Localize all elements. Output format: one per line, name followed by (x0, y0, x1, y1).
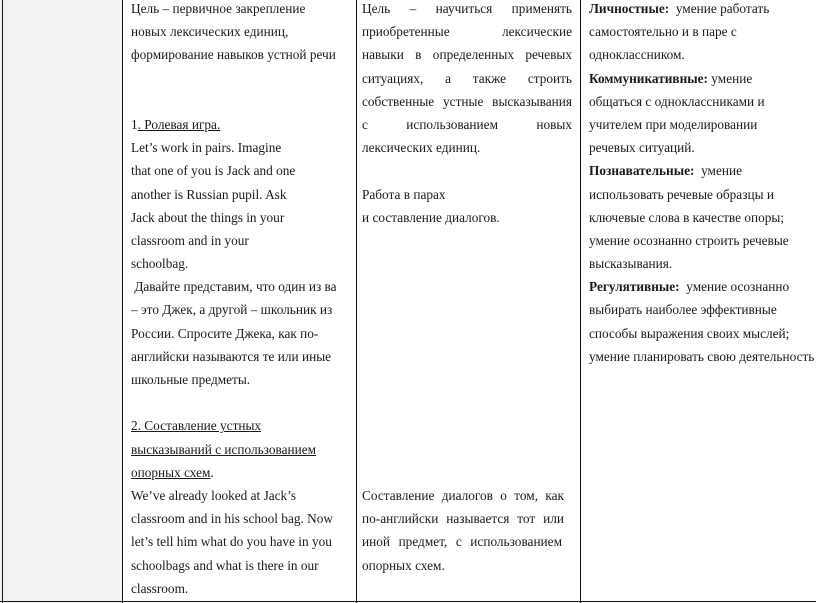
outcome-line: учителем при моделировании (589, 116, 758, 132)
dialog-line: опорных схем. (362, 557, 445, 573)
column-divider-2 (356, 0, 357, 603)
aim-line: формирование навыков устной речи (131, 47, 336, 63)
pairs-line: и составление диалогов. (362, 209, 500, 225)
outcome-line: умение планировать свою деятельность (589, 348, 815, 364)
cognitive-outcome: Познавательные: умение (589, 163, 743, 179)
personal-outcome: Личностные: умение работать (589, 1, 770, 16)
stage-column (0, 0, 122, 603)
roleplay-title: . Ролевая игра. (137, 116, 221, 132)
outcome-line: способы выражения своих мыслей; (589, 325, 790, 341)
roleplay-ru-line: России. Спросите Джека, как по- (131, 325, 319, 341)
aim-line: ситуациях, а также строить (362, 70, 572, 86)
aim-line: Цель – научиться применять (362, 1, 572, 16)
dialog-line: Составление диалогов о том, как (362, 487, 564, 503)
aim-line: лексических единиц. (362, 140, 481, 156)
outcome-line: умение осознанно строить речевые (589, 232, 789, 248)
aim-line: Цель – первичное закрепление (131, 1, 306, 16)
roleplay-en-line: another is Russian pupil. Ask (131, 186, 287, 202)
roleplay-ru-line: – это Джек, а другой – школьник из (131, 302, 333, 318)
scheme-title-line: 2. Составление устных (131, 418, 262, 434)
scheme-en-line: schoolbags and what is there in our (131, 557, 319, 573)
roleplay-en-line: Jack about the things in your (131, 209, 285, 225)
outcome-line: высказывания. (589, 256, 673, 272)
table-border-bottom (0, 601, 816, 602)
column-divider-1 (122, 0, 123, 603)
roleplay-ru-line: английски называются те или иные (131, 348, 332, 364)
roleplay-ru-line: школьные предметы. (131, 372, 251, 387)
scheme-title-end-line: опорных схем. (131, 464, 214, 480)
outcome-line: выбирать наиболее эффективные (589, 302, 777, 318)
outcome-line: общаться с одноклассниками и (589, 93, 765, 109)
teacher-activity-column (131, 0, 353, 600)
pairs-line: Работа в парах (362, 186, 446, 202)
roleplay-en-line: schoolbag. (131, 256, 189, 272)
scheme-en-line: let’s tell him what do you have in you (131, 534, 332, 550)
roleplay-en-line: that one of you is Jack and one (131, 163, 296, 179)
roleplay-en-line: Let’s work in pairs. Imagine (131, 140, 282, 156)
roleplay-en-line: classroom and in your (131, 232, 249, 248)
dialog-line: иной предмет, с использованием (362, 534, 562, 550)
outcome-line: речевых ситуаций. (589, 140, 695, 156)
communicative-outcome: Коммуникативные: умение (589, 70, 753, 86)
roleplay-number: 1 (131, 116, 138, 132)
scheme-en-line: We’ve already looked at Jack’s (131, 487, 297, 503)
outcome-line: ключевые слова в качестве опоры; (589, 209, 785, 225)
roleplay-heading (131, 113, 353, 136)
aim-line: собственные устные высказывания (362, 93, 572, 109)
outcome-line: самостоятельно и в паре с (589, 24, 737, 40)
scheme-en-line: classroom and in his school bag. Now (131, 511, 334, 527)
regulatory-outcome: Регулятивные: умение осознанно (589, 279, 790, 295)
outcome-line: одноклассником. (589, 47, 685, 63)
student-activity-column (362, 0, 572, 577)
outcome-line: использовать речевые образцы и (589, 186, 774, 202)
scheme-title-line: высказываний с использованием (131, 441, 317, 457)
table-border-left (2, 0, 3, 603)
aim-line: с использованием новых (362, 116, 572, 132)
scheme-en-line: classroom. (131, 580, 189, 596)
aim-line: приобретенные лексические (362, 24, 572, 40)
aim-line: навыки в определенных речевых (362, 47, 572, 63)
roleplay-ru-line: Давайте представим, что один из ва (131, 279, 337, 295)
aim-line: новых лексических единиц, (131, 24, 289, 40)
dialog-line: по-английски называется тот или (362, 511, 564, 527)
column-divider-3 (580, 0, 581, 603)
outcomes-column (589, 0, 816, 368)
